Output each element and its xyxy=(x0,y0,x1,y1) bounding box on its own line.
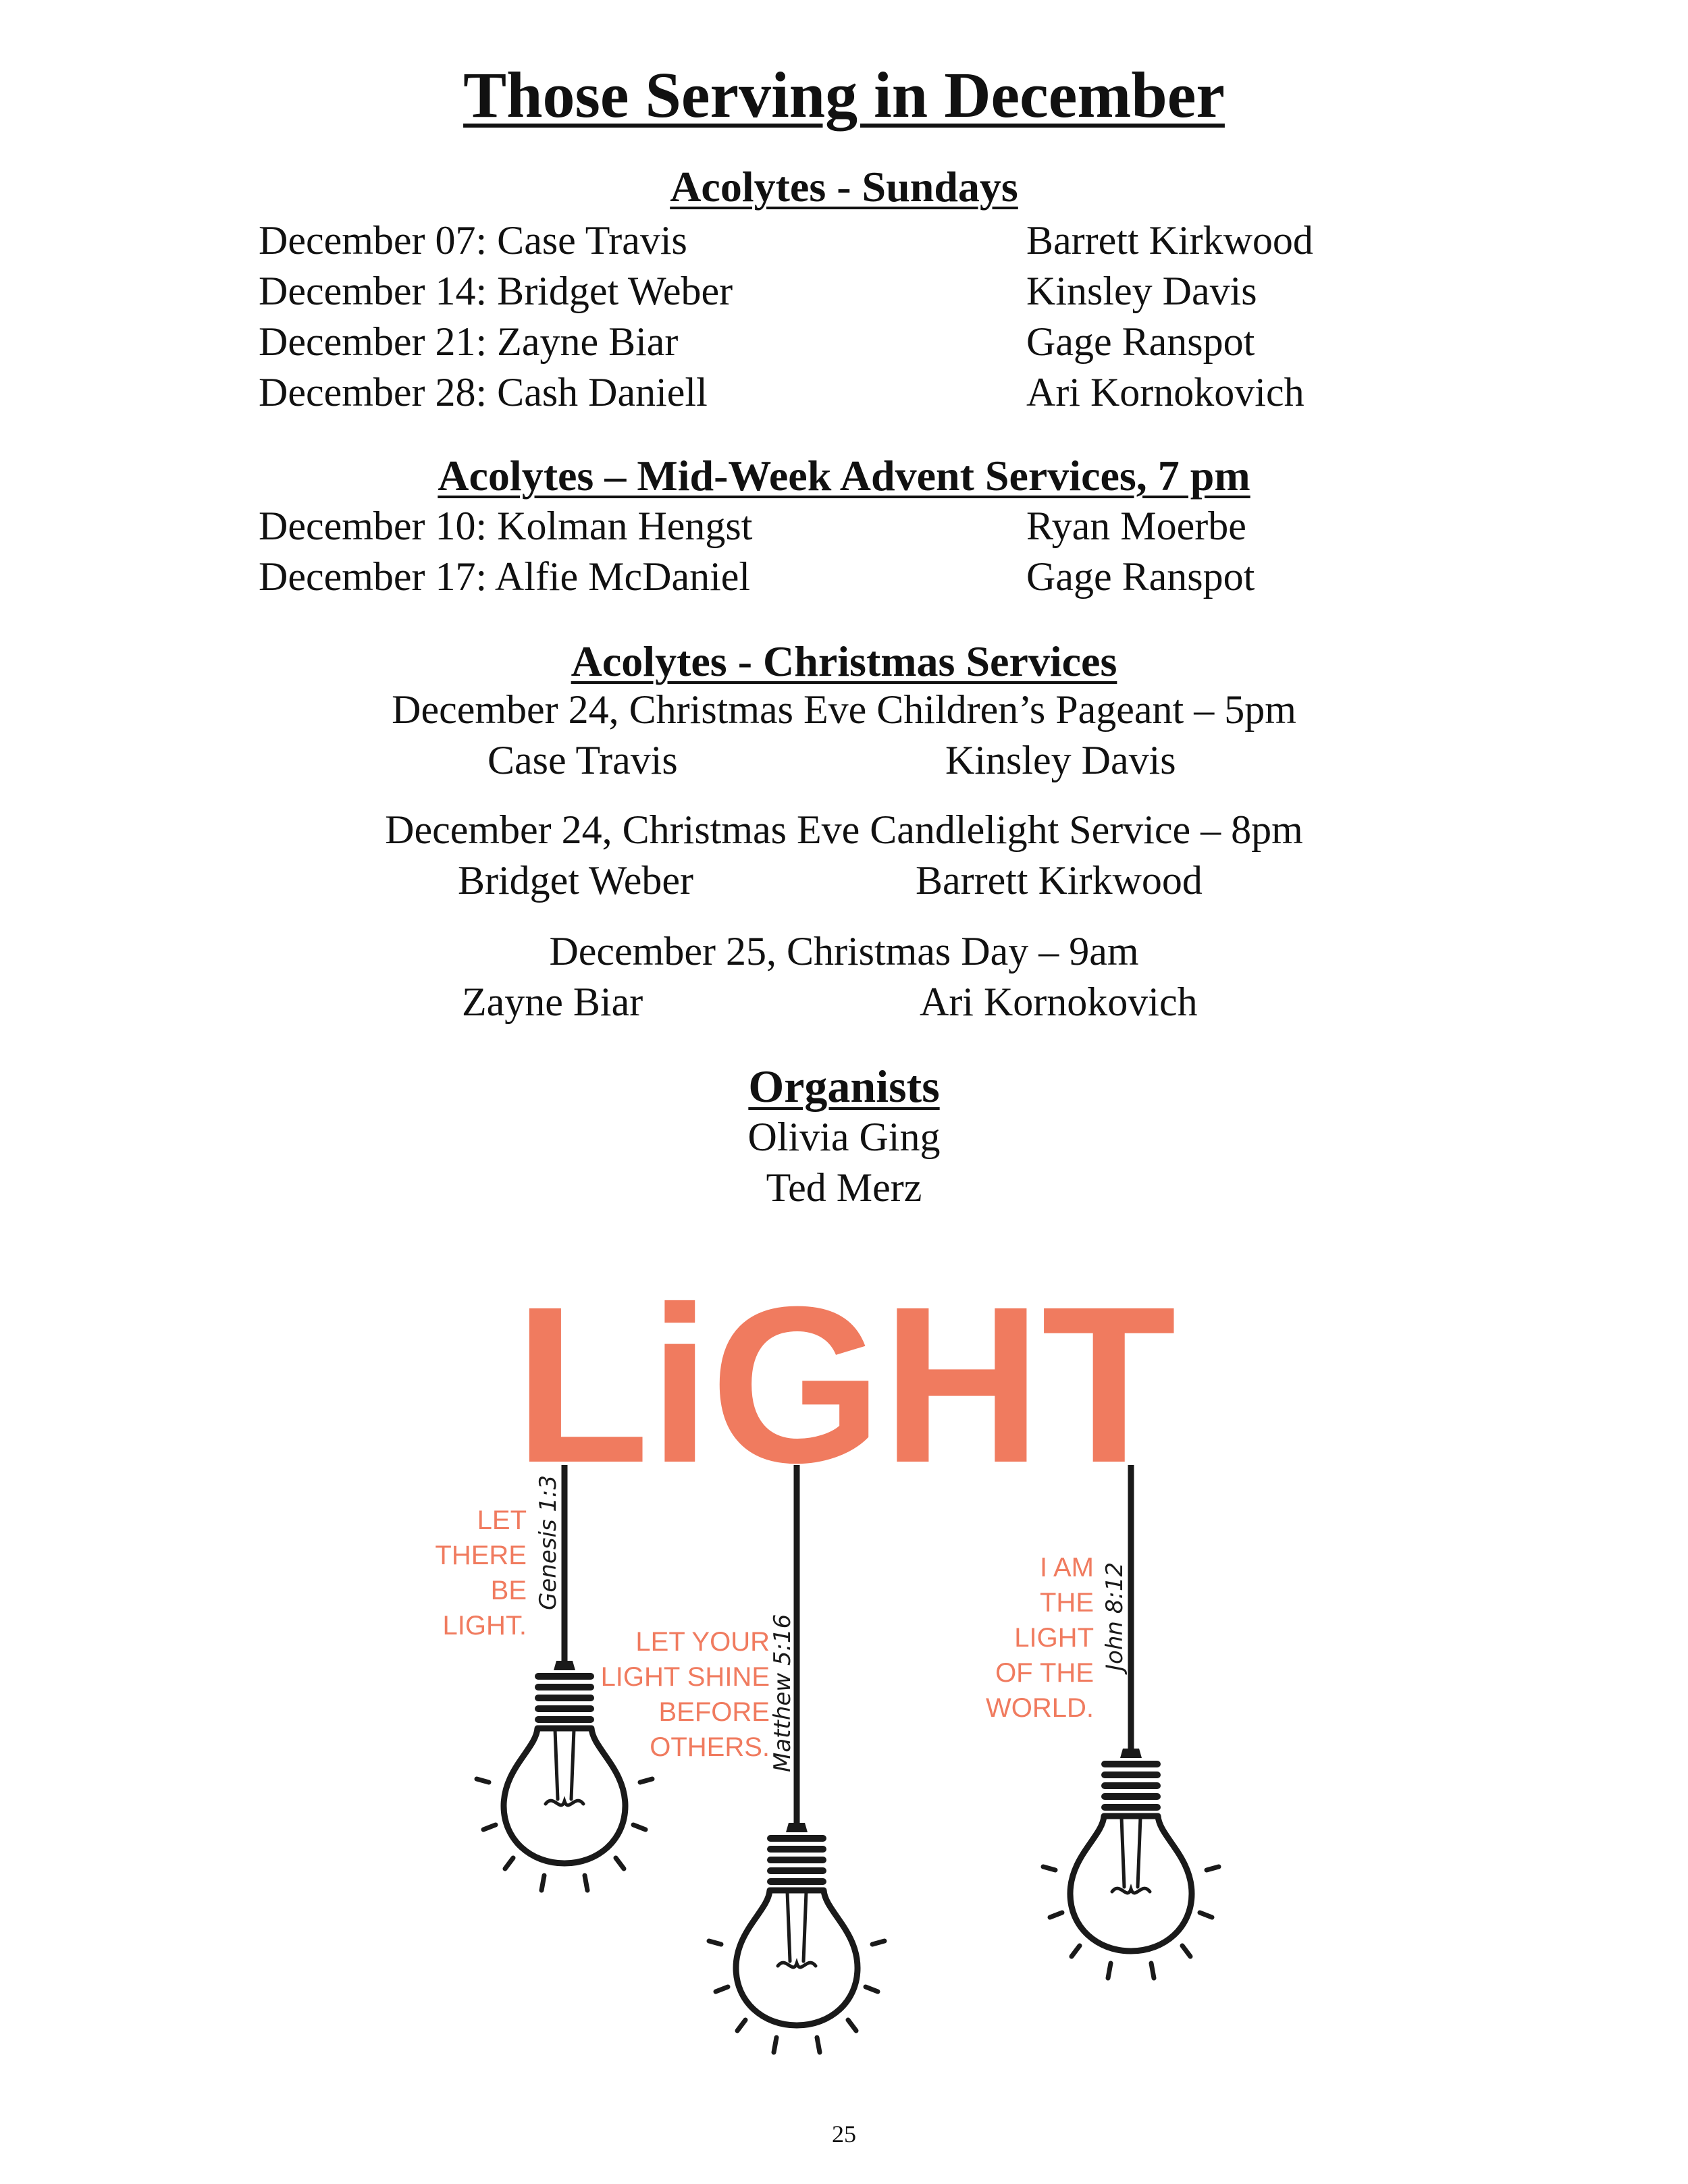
sunday-partner-3: Gage Ranspot xyxy=(1026,319,1255,364)
glow-ray xyxy=(1108,1963,1111,1978)
christmas-service-2-acolyte-b: Barrett Kirkwood xyxy=(916,858,1203,903)
glow-ray xyxy=(1050,1913,1062,1917)
bulb-thread xyxy=(1101,1793,1161,1800)
bulb-matthew xyxy=(601,1465,885,2052)
bulb-thread xyxy=(535,1716,594,1723)
sunday-partner-2: Kinsley Davis xyxy=(1026,269,1257,313)
midweek-partner-1: Ryan Moerbe xyxy=(1026,504,1246,548)
glow-ray xyxy=(1072,1946,1080,1956)
midweek-heading: Acolytes – Mid-Week Advent Services, 7 pm xyxy=(438,452,1250,500)
bulb-thread xyxy=(767,1867,826,1874)
glow-ray xyxy=(848,2020,856,2031)
christmas-service-3: December 25, Christmas Day – 9am xyxy=(549,929,1139,974)
glow-ray xyxy=(1207,1867,1219,1870)
midweek-date-1: December 10: Kolman Hengst xyxy=(259,504,753,548)
bulb-cap xyxy=(554,1661,575,1670)
glow-ray xyxy=(817,2037,820,2052)
bulb-reference: Genesis 1:3 xyxy=(535,1474,562,1610)
bulb-thread xyxy=(535,1684,594,1690)
bulb-thread xyxy=(1101,1782,1161,1789)
organist-name-1: Olivia Ging xyxy=(747,1115,941,1159)
bulb-filament xyxy=(778,1892,816,1967)
bulb-reference: Matthew 5:16 xyxy=(769,1614,796,1772)
christmas-service-1: December 24, Christmas Eve Children’s Pageant – 5pm xyxy=(392,687,1296,732)
glow-ray xyxy=(872,1941,885,1944)
light-bulbs-illustration xyxy=(425,1246,1266,2106)
bulb-verse-line: LET xyxy=(477,1506,527,1535)
glow-ray xyxy=(505,1858,513,1869)
bulb-glass xyxy=(1070,1816,1192,1951)
bulb-cap xyxy=(786,1823,808,1832)
christmas-service-1-acolyte-b: Kinsley Davis xyxy=(945,738,1176,782)
glow-ray xyxy=(542,1875,544,1890)
bulb-john xyxy=(986,1465,1219,1978)
christmas-service-1-acolyte-a: Case Travis xyxy=(487,738,678,782)
bulb-filament xyxy=(546,1730,583,1805)
light-word: LiGHT xyxy=(515,1260,1176,1509)
glow-ray xyxy=(737,2020,745,2031)
light-bulb-icon xyxy=(477,1661,652,1890)
bulb-filament xyxy=(1112,1817,1150,1893)
bulb-reference: John 8:12 xyxy=(1101,1562,1128,1671)
sunday-date-4: December 28: Cash Daniell xyxy=(259,370,708,415)
bulb-verse-line: WORLD. xyxy=(986,1693,1094,1723)
glow-ray xyxy=(1151,1963,1154,1978)
glow-ray xyxy=(640,1779,652,1782)
page-title-wrap xyxy=(0,57,1688,132)
glow-ray xyxy=(1043,1867,1055,1870)
glow-ray xyxy=(616,1858,624,1869)
bulb-verse-line: LIGHT SHINE xyxy=(600,1662,770,1692)
light-bulb-icon xyxy=(709,1823,885,2052)
glow-ray xyxy=(866,1987,878,1992)
bulb-thread xyxy=(535,1673,594,1680)
glow-ray xyxy=(477,1779,489,1782)
bulb-thread xyxy=(767,1835,826,1842)
bulb-verse-line: BEFORE xyxy=(658,1697,770,1727)
bulb-thread xyxy=(767,1846,826,1853)
bulb-verse-line: LIGHT. xyxy=(442,1611,527,1641)
light-bulb-icon xyxy=(1043,1749,1219,1978)
glow-ray xyxy=(1182,1946,1190,1956)
glow-ray xyxy=(585,1875,587,1890)
organists-heading: Organists xyxy=(748,1061,940,1112)
bulb-verse-line: OF THE xyxy=(995,1658,1094,1688)
bulb-thread xyxy=(535,1705,594,1712)
bulb-thread xyxy=(767,1878,826,1885)
bulb-glass xyxy=(736,1890,858,2025)
christmas-service-2-acolyte-a: Bridget Weber xyxy=(458,858,693,903)
bulb-thread xyxy=(1101,1804,1161,1811)
bulb-verse-line: I AM xyxy=(1039,1553,1094,1582)
organist-name-2: Ted Merz xyxy=(766,1165,922,1210)
bulb-glass xyxy=(504,1728,625,1863)
sunday-partner-1: Barrett Kirkwood xyxy=(1026,218,1313,263)
glow-ray xyxy=(716,1987,728,1992)
sunday-date-2: December 14: Bridget Weber xyxy=(259,269,733,313)
page-title: Those Serving in December xyxy=(463,59,1225,131)
christmas-heading: Acolytes - Christmas Services xyxy=(571,637,1117,685)
christmas-service-3-acolyte-b: Ari Kornokovich xyxy=(920,980,1198,1024)
sundays-heading: Acolytes - Sundays xyxy=(670,163,1018,211)
bulb-verse-line: THE xyxy=(1040,1588,1094,1618)
bulb-thread xyxy=(767,1857,826,1863)
sunday-partner-4: Ari Kornokovich xyxy=(1026,370,1304,415)
glow-ray xyxy=(483,1825,496,1830)
christmas-service-2: December 24, Christmas Eve Candlelight Service – 8pm xyxy=(385,807,1303,852)
glow-ray xyxy=(1200,1913,1212,1917)
midweek-partner-2: Gage Ranspot xyxy=(1026,554,1255,599)
bulb-verse-line: LIGHT xyxy=(1014,1623,1094,1653)
bulb-verse-line: THERE xyxy=(435,1541,527,1570)
midweek-date-2: December 17: Alfie McDaniel xyxy=(259,554,751,599)
glow-ray xyxy=(774,2037,776,2052)
bulb-verse-line: BE xyxy=(490,1576,527,1605)
bulb-cap xyxy=(1120,1749,1142,1758)
bulb-verse-line: OTHERS. xyxy=(650,1732,770,1762)
bulb-thread xyxy=(535,1695,594,1701)
page-number: 25 xyxy=(832,2121,856,2148)
christmas-service-3-acolyte-a: Zayne Biar xyxy=(462,980,643,1024)
bulb-thread xyxy=(1101,1761,1161,1767)
sunday-date-3: December 21: Zayne Biar xyxy=(259,319,679,364)
glow-ray xyxy=(633,1825,645,1830)
glow-ray xyxy=(709,1941,721,1944)
bulb-thread xyxy=(1101,1772,1161,1778)
sunday-date-1: December 07: Case Travis xyxy=(259,218,687,263)
bulb-verse-line: LET YOUR xyxy=(635,1627,770,1657)
